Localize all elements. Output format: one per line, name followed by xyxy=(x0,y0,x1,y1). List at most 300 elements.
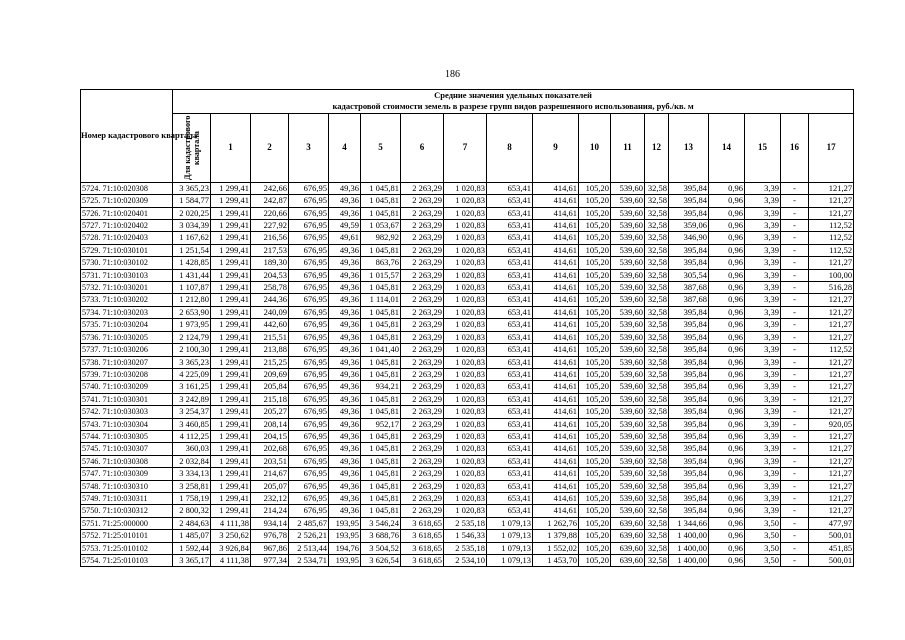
cell-value: 539,60 xyxy=(611,505,645,517)
cell-value: 1 053,67 xyxy=(361,220,401,232)
header-column-number: 5 xyxy=(361,113,401,182)
cell-quarter-id: 5737. 71:10:030206 xyxy=(81,344,173,356)
cell-quarter-id: 5735. 71:10:030204 xyxy=(81,319,173,331)
header-for-quarter xyxy=(173,113,211,182)
cell-value: 0,96 xyxy=(709,418,745,430)
cell-value: 1 299,41 xyxy=(211,331,251,343)
cell-value: 105,20 xyxy=(579,319,611,331)
table-row xyxy=(81,381,854,393)
cell-value: 539,60 xyxy=(611,406,645,418)
cell-value: - xyxy=(781,468,809,480)
cell-quarter-id: 5736. 71:10:030205 xyxy=(81,331,173,343)
cell-value: 967,86 xyxy=(251,542,289,554)
table-row xyxy=(81,220,854,232)
cell-value: - xyxy=(781,195,809,207)
cell-value: 32,58 xyxy=(645,505,669,517)
cell-value: 360,03 xyxy=(173,443,211,455)
cell-value: 2 263,29 xyxy=(401,368,444,380)
cell-value: 1 020,83 xyxy=(444,443,487,455)
cell-value: 414,61 xyxy=(533,306,579,318)
cell-value: 32,58 xyxy=(645,368,669,380)
cell-value: 0,96 xyxy=(709,282,745,294)
cell-value: 121,27 xyxy=(809,331,854,343)
cell-value: 193,95 xyxy=(329,530,361,542)
cell-value: 2 263,29 xyxy=(401,257,444,269)
cell-value: 105,20 xyxy=(579,406,611,418)
cell-value: 414,61 xyxy=(533,182,579,194)
cell-value: 414,61 xyxy=(533,294,579,306)
cell-value: 2 263,29 xyxy=(401,232,444,244)
cell-value: 414,61 xyxy=(533,344,579,356)
cell-value: 0,96 xyxy=(709,257,745,269)
header-group-title-line1: Средние значения удельных показателей xyxy=(434,90,592,100)
cell-value: 2 485,67 xyxy=(289,517,329,529)
cell-value: 2 020,25 xyxy=(173,207,211,219)
cell-value: 653,41 xyxy=(487,468,533,480)
cell-value: 1 485,07 xyxy=(173,530,211,542)
cell-value: 1 079,13 xyxy=(487,517,533,529)
cell-value: 105,20 xyxy=(579,232,611,244)
cell-value: 1 045,81 xyxy=(361,480,401,492)
cell-value: 216,56 xyxy=(251,232,289,244)
cell-value: 395,84 xyxy=(669,257,709,269)
header-group-title xyxy=(173,90,854,114)
cell-value: 32,58 xyxy=(645,306,669,318)
cell-value: 676,95 xyxy=(289,269,329,281)
cell-value: 1 045,81 xyxy=(361,393,401,405)
cell-value: - xyxy=(781,232,809,244)
cell-value: 653,41 xyxy=(487,195,533,207)
cell-value: 395,84 xyxy=(669,244,709,256)
cell-value: 3,39 xyxy=(745,443,781,455)
cell-value: 653,41 xyxy=(487,406,533,418)
cell-value: 3,39 xyxy=(745,282,781,294)
cell-quarter-id: 5749. 71:10:030311 xyxy=(81,492,173,504)
cell-value: 387,68 xyxy=(669,294,709,306)
table-row xyxy=(81,393,854,405)
cell-value: 105,20 xyxy=(579,443,611,455)
cell-value: 653,41 xyxy=(487,282,533,294)
cell-value: 215,25 xyxy=(251,356,289,368)
cell-value: 2 263,29 xyxy=(401,356,444,368)
cell-value: 1 020,83 xyxy=(444,418,487,430)
cell-value: 676,95 xyxy=(289,468,329,480)
cell-value: 2 263,29 xyxy=(401,269,444,281)
cell-value: 49,36 xyxy=(329,505,361,517)
cell-value: 1 299,41 xyxy=(211,393,251,405)
cell-value: - xyxy=(781,207,809,219)
cell-value: 676,95 xyxy=(289,244,329,256)
header-column-number: 12 xyxy=(645,113,669,182)
cell-quarter-id: 5743. 71:10:030304 xyxy=(81,418,173,430)
cell-value: 1 107,87 xyxy=(173,282,211,294)
cell-value: 203,51 xyxy=(251,455,289,467)
cell-value: 395,84 xyxy=(669,381,709,393)
header-column-number: 16 xyxy=(781,113,809,182)
cell-value: 105,20 xyxy=(579,182,611,194)
cell-value: 414,61 xyxy=(533,468,579,480)
cell-value: 2 535,18 xyxy=(444,517,487,529)
cell-value: 3,39 xyxy=(745,269,781,281)
cell-value: 3,39 xyxy=(745,480,781,492)
cell-value: 3 688,76 xyxy=(361,530,401,542)
cell-value: - xyxy=(781,331,809,343)
cell-value: 414,61 xyxy=(533,269,579,281)
cell-value: 3 618,65 xyxy=(401,517,444,529)
cell-value: 3,39 xyxy=(745,344,781,356)
cell-value: 1 299,41 xyxy=(211,430,251,442)
cell-value: - xyxy=(781,430,809,442)
cell-value: 49,61 xyxy=(329,232,361,244)
cell-value: - xyxy=(781,418,809,430)
header-column-number: 14 xyxy=(709,113,745,182)
cell-value: 205,07 xyxy=(251,480,289,492)
cell-value: 676,95 xyxy=(289,195,329,207)
cell-value: 676,95 xyxy=(289,344,329,356)
cell-value: 3,39 xyxy=(745,257,781,269)
cell-value: 2 535,18 xyxy=(444,542,487,554)
cell-value: 653,41 xyxy=(487,480,533,492)
cell-value: 3 618,65 xyxy=(401,542,444,554)
cell-value: 1 079,13 xyxy=(487,530,533,542)
cell-value: 1 299,41 xyxy=(211,505,251,517)
cell-value: 676,95 xyxy=(289,430,329,442)
cell-value: 414,61 xyxy=(533,356,579,368)
cell-value: 539,60 xyxy=(611,244,645,256)
cell-value: 359,06 xyxy=(669,220,709,232)
cell-value: 1 299,41 xyxy=(211,257,251,269)
cell-value: 121,27 xyxy=(809,306,854,318)
cell-value: 2 263,29 xyxy=(401,195,444,207)
cell-value: 49,36 xyxy=(329,294,361,306)
cell-value: 2 263,29 xyxy=(401,207,444,219)
cell-value: 414,61 xyxy=(533,393,579,405)
cell-value: 32,58 xyxy=(645,480,669,492)
cell-value: 1 079,13 xyxy=(487,555,533,567)
cell-quarter-id: 5733. 71:10:030202 xyxy=(81,294,173,306)
cell-value: 1 020,83 xyxy=(444,455,487,467)
cell-value: 32,58 xyxy=(645,344,669,356)
cell-quarter-id: 5732. 71:10:030201 xyxy=(81,282,173,294)
cell-quarter-id: 5750. 71:10:030312 xyxy=(81,505,173,517)
cell-value: 1 251,54 xyxy=(173,244,211,256)
table-row xyxy=(81,344,854,356)
cell-value: 0,96 xyxy=(709,468,745,480)
cell-quarter-id: 5752. 71:25:010101 xyxy=(81,530,173,542)
cell-value: 2 032,84 xyxy=(173,455,211,467)
cell-value: 1 299,41 xyxy=(211,492,251,504)
cell-value: 1 020,83 xyxy=(444,344,487,356)
cell-value: 32,58 xyxy=(645,406,669,418)
cell-value: 121,27 xyxy=(809,455,854,467)
cell-value: 0,96 xyxy=(709,269,745,281)
cell-value: 1 299,41 xyxy=(211,480,251,492)
cell-value: 1 299,41 xyxy=(211,406,251,418)
cell-value: 1 114,01 xyxy=(361,294,401,306)
cell-value: - xyxy=(781,443,809,455)
header-column-number: 3 xyxy=(289,113,329,182)
cell-value: - xyxy=(781,480,809,492)
cell-value: 32,58 xyxy=(645,269,669,281)
cell-value: - xyxy=(781,368,809,380)
cell-value: 217,53 xyxy=(251,244,289,256)
cell-value: 49,36 xyxy=(329,492,361,504)
cell-value: 653,41 xyxy=(487,344,533,356)
cell-value: 0,96 xyxy=(709,220,745,232)
cell-value: 1 045,81 xyxy=(361,331,401,343)
cell-value: 539,60 xyxy=(611,319,645,331)
cell-value: 1 045,81 xyxy=(361,455,401,467)
cell-value: 1 020,83 xyxy=(444,480,487,492)
cell-value: 204,15 xyxy=(251,430,289,442)
cell-value: 0,96 xyxy=(709,207,745,219)
cell-value: 1 212,80 xyxy=(173,294,211,306)
cell-value: 653,41 xyxy=(487,505,533,517)
cell-value: 1 020,83 xyxy=(444,381,487,393)
cell-value: 105,20 xyxy=(579,555,611,567)
table-row xyxy=(81,530,854,542)
cell-value: 105,20 xyxy=(579,480,611,492)
cell-value: 49,36 xyxy=(329,455,361,467)
cell-value: 0,96 xyxy=(709,393,745,405)
cell-value: 1 020,83 xyxy=(444,356,487,368)
cell-value: 32,58 xyxy=(645,319,669,331)
cell-value: 653,41 xyxy=(487,418,533,430)
cell-value: 2 534,10 xyxy=(444,555,487,567)
header-column-number: 4 xyxy=(329,113,361,182)
cell-value: 1 045,81 xyxy=(361,356,401,368)
cell-value: 1 045,81 xyxy=(361,319,401,331)
cell-value: 977,34 xyxy=(251,555,289,567)
cell-value: 653,41 xyxy=(487,244,533,256)
cell-value: 346,90 xyxy=(669,232,709,244)
cell-value: - xyxy=(781,542,809,554)
cell-value: 676,95 xyxy=(289,331,329,343)
cell-value: 213,88 xyxy=(251,344,289,356)
cell-value: 215,51 xyxy=(251,331,289,343)
cell-value: 1 299,41 xyxy=(211,282,251,294)
cell-value: - xyxy=(781,393,809,405)
cell-value: 1 020,83 xyxy=(444,207,487,219)
cell-value: 676,95 xyxy=(289,480,329,492)
header-column-number: 7 xyxy=(444,113,487,182)
cell-value: - xyxy=(781,294,809,306)
page-number: 186 xyxy=(445,69,460,80)
table-row xyxy=(81,294,854,306)
header-column-number: 1 xyxy=(211,113,251,182)
cell-value: 1 299,41 xyxy=(211,455,251,467)
cell-value: 0,96 xyxy=(709,344,745,356)
table-row xyxy=(81,182,854,194)
cell-value: 3,39 xyxy=(745,430,781,442)
header-column-number: 6 xyxy=(401,113,444,182)
cell-value: 0,96 xyxy=(709,555,745,567)
cell-value: 49,36 xyxy=(329,282,361,294)
table-row xyxy=(81,430,854,442)
cell-value: - xyxy=(781,555,809,567)
cell-value: 105,20 xyxy=(579,195,611,207)
cell-value: - xyxy=(781,356,809,368)
cell-value: 539,60 xyxy=(611,269,645,281)
header-for-quarter-text: Для кадастрового квартала xyxy=(182,115,201,181)
cell-value: 1 041,40 xyxy=(361,344,401,356)
cell-value: 0,96 xyxy=(709,195,745,207)
cell-value: 1 020,83 xyxy=(444,406,487,418)
cell-value: 395,84 xyxy=(669,418,709,430)
header-column-number: 8 xyxy=(487,113,533,182)
cell-value: 3,39 xyxy=(745,406,781,418)
cell-value: 1 758,19 xyxy=(173,492,211,504)
cell-value: 3,39 xyxy=(745,319,781,331)
cell-value: 395,84 xyxy=(669,480,709,492)
cell-value: 49,36 xyxy=(329,356,361,368)
cell-value: 539,60 xyxy=(611,418,645,430)
cell-value: 2 800,32 xyxy=(173,505,211,517)
cell-value: 32,58 xyxy=(645,282,669,294)
cell-value: - xyxy=(781,220,809,232)
cell-value: - xyxy=(781,530,809,542)
cell-value: 395,84 xyxy=(669,455,709,467)
cell-value: 539,60 xyxy=(611,182,645,194)
cell-value: 49,36 xyxy=(329,468,361,480)
cell-value: 1 020,83 xyxy=(444,232,487,244)
cell-quarter-id: 5747. 71:10:030309 xyxy=(81,468,173,480)
cell-value: 414,61 xyxy=(533,257,579,269)
cell-value: 1 045,81 xyxy=(361,505,401,517)
cell-value: 676,95 xyxy=(289,368,329,380)
cell-value: 1 045,81 xyxy=(361,368,401,380)
cell-value: 1 299,41 xyxy=(211,368,251,380)
cell-value: 49,36 xyxy=(329,368,361,380)
cell-value: 1 299,41 xyxy=(211,443,251,455)
cell-value: 2 263,29 xyxy=(401,282,444,294)
cell-value: 1 400,00 xyxy=(669,555,709,567)
cell-value: 934,21 xyxy=(361,381,401,393)
cell-value: 105,20 xyxy=(579,530,611,542)
cell-value: 0,96 xyxy=(709,381,745,393)
cell-value: 49,36 xyxy=(329,381,361,393)
cell-value: 258,78 xyxy=(251,282,289,294)
cell-value: 49,36 xyxy=(329,182,361,194)
cell-value: 0,96 xyxy=(709,492,745,504)
table-row xyxy=(81,368,854,380)
cell-value: 3,39 xyxy=(745,195,781,207)
cell-value: 121,27 xyxy=(809,406,854,418)
table-row xyxy=(81,282,854,294)
cell-value: 653,41 xyxy=(487,220,533,232)
cell-value: 676,95 xyxy=(289,418,329,430)
cell-value: 2 100,30 xyxy=(173,344,211,356)
cell-value: 209,69 xyxy=(251,368,289,380)
cell-value: 676,95 xyxy=(289,207,329,219)
cell-value: 3 365,17 xyxy=(173,555,211,567)
cell-value: 920,05 xyxy=(809,418,854,430)
cell-value: 539,60 xyxy=(611,207,645,219)
cell-value: 105,20 xyxy=(579,368,611,380)
cell-value: 112,52 xyxy=(809,220,854,232)
cell-value: 32,58 xyxy=(645,257,669,269)
cell-value: 0,96 xyxy=(709,530,745,542)
cell-value: 32,58 xyxy=(645,393,669,405)
cell-value: 0,96 xyxy=(709,319,745,331)
cell-value: 232,12 xyxy=(251,492,289,504)
cell-value: 214,67 xyxy=(251,468,289,480)
cell-value: 539,60 xyxy=(611,220,645,232)
cell-value: 1 546,33 xyxy=(444,530,487,542)
cell-value: 1 045,81 xyxy=(361,282,401,294)
cell-quarter-id: 5727. 71:10:020402 xyxy=(81,220,173,232)
cell-value: 3,39 xyxy=(745,306,781,318)
cell-value: 121,27 xyxy=(809,443,854,455)
cell-value: - xyxy=(781,306,809,318)
cell-value: 112,52 xyxy=(809,232,854,244)
cell-value: 49,36 xyxy=(329,480,361,492)
cell-value: 3,39 xyxy=(745,220,781,232)
cell-value: 414,61 xyxy=(533,430,579,442)
cell-value: 653,41 xyxy=(487,393,533,405)
cell-value: 1 045,81 xyxy=(361,244,401,256)
cell-value: 1 299,41 xyxy=(211,344,251,356)
cell-value: 49,36 xyxy=(329,207,361,219)
cell-value: 539,60 xyxy=(611,468,645,480)
cell-value: 934,14 xyxy=(251,517,289,529)
cell-value: 105,20 xyxy=(579,331,611,343)
cell-value: 4 111,38 xyxy=(211,517,251,529)
table-row xyxy=(81,244,854,256)
cell-value: 105,20 xyxy=(579,418,611,430)
cell-value: 1 020,83 xyxy=(444,319,487,331)
cell-value: 1 045,81 xyxy=(361,182,401,194)
cell-value: 1 431,44 xyxy=(173,269,211,281)
cell-value: 49,36 xyxy=(329,195,361,207)
cell-value: 1 045,81 xyxy=(361,306,401,318)
cell-value: 0,96 xyxy=(709,480,745,492)
cell-value: 1 299,41 xyxy=(211,468,251,480)
header-column-number: 9 xyxy=(533,113,579,182)
cell-value: 214,24 xyxy=(251,505,289,517)
cell-value: 395,84 xyxy=(669,195,709,207)
table-row xyxy=(81,207,854,219)
cell-value: 676,95 xyxy=(289,455,329,467)
table-row xyxy=(81,319,854,331)
cell-value: 1 079,13 xyxy=(487,542,533,554)
cell-value: 32,58 xyxy=(645,492,669,504)
cell-value: 387,68 xyxy=(669,282,709,294)
cell-value: 2 263,29 xyxy=(401,220,444,232)
cell-value: 1 299,41 xyxy=(211,418,251,430)
cell-value: 3,39 xyxy=(745,393,781,405)
cell-value: 0,96 xyxy=(709,455,745,467)
cell-value: 639,60 xyxy=(611,555,645,567)
cell-quarter-id: 5729. 71:10:030101 xyxy=(81,244,173,256)
cell-value: - xyxy=(781,381,809,393)
cell-value: 32,58 xyxy=(645,195,669,207)
cell-value: 477,97 xyxy=(809,517,854,529)
cell-value: 676,95 xyxy=(289,381,329,393)
cell-value: 395,84 xyxy=(669,443,709,455)
table-row xyxy=(81,406,854,418)
cell-value: 215,18 xyxy=(251,393,289,405)
cell-value: 414,61 xyxy=(533,406,579,418)
cell-value: 2 263,29 xyxy=(401,294,444,306)
cell-value: 105,20 xyxy=(579,220,611,232)
cell-value: 3 626,54 xyxy=(361,555,401,567)
cell-value: 0,96 xyxy=(709,244,745,256)
cell-value: 1 020,83 xyxy=(444,468,487,480)
cell-value: 1 045,81 xyxy=(361,443,401,455)
cell-value: 242,87 xyxy=(251,195,289,207)
cell-value: 3 250,62 xyxy=(211,530,251,542)
